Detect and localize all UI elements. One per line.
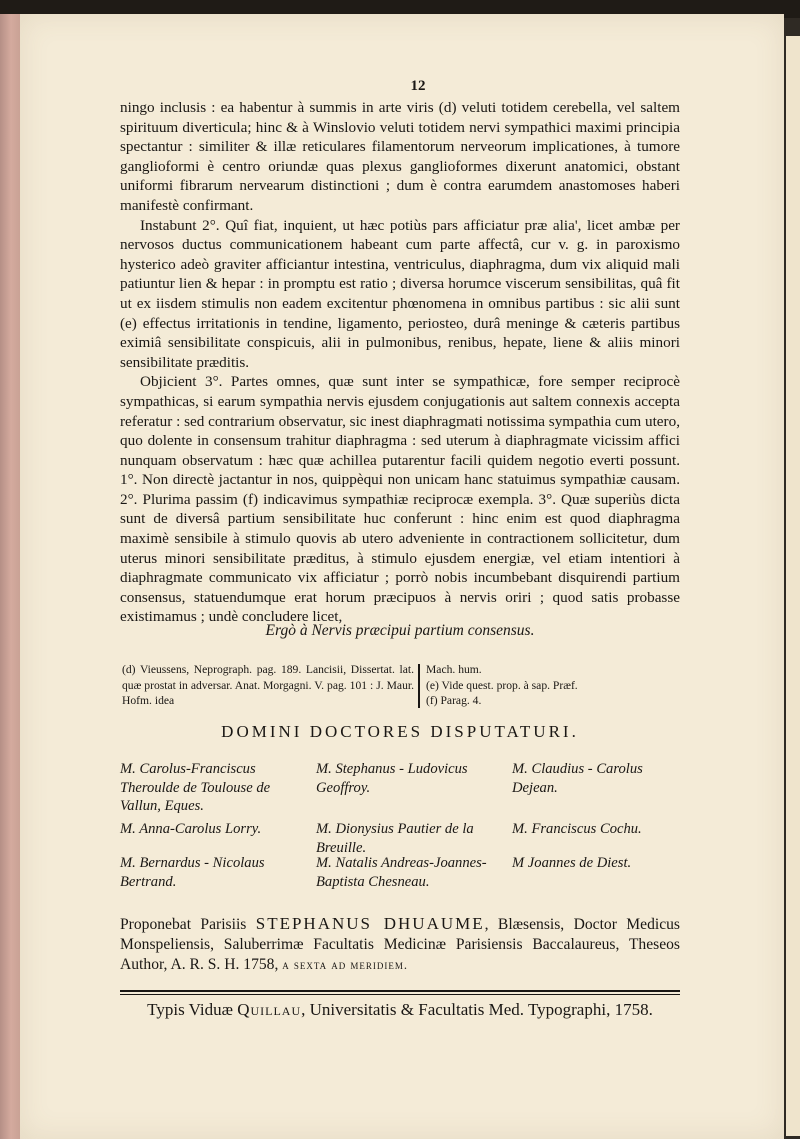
doctor-entry: M. Bernardus - Nicolaus Bertrand. — [120, 855, 265, 890]
proponebat-time: a sexta ad meridiem. — [282, 958, 409, 972]
doctor-entry: M Joannes de Diest. — [512, 855, 632, 871]
doctor-entry: M. Natalis Andreas-Joannes-Baptista Chesneau. — [316, 855, 487, 890]
main-text — [120, 98, 680, 627]
doctor-entry: M. Franciscus Cochu. — [512, 821, 642, 837]
divider-rule — [120, 990, 680, 992]
candidate-name: STEPHANUS DHUAUME — [255, 914, 485, 933]
footnotes — [120, 662, 680, 712]
footnote-d: (d) Vieussens, Neprograph. pag. 189. Lancisii, Dissertat. lat. quæ prostat in adversar. Anat. Morgagni. V. pag. 101 : J. Maur. Hofm. idea — [122, 663, 414, 708]
next-page-edge — [786, 36, 800, 1136]
conclusion: Ergò à Nervis præcipui partium consensus. — [265, 622, 535, 639]
doctor-entry: M. Claudius - Carolus Dejean. — [512, 761, 643, 796]
paragraph-1: ningo inclusis : ea habentur à summis in arte viris (d) veluti totidem cerebella, vel saltem spirituum diverticula; hinc & à Winslovio veluti totidem nervi sympathici maximi principia spectantur : similiter & illæ reticulares filamentorum nerveorum implicationes, à tumore ganglioformi è centro oriundæ quas plexus ganglioformes dixerunt anatomici, obstant uniformi fibrarum nervearum distinctioni ; dum è contra earumdem anastomoses haberi manifestè confirmant. — [120, 99, 680, 214]
paragraph-3: Objicient 3°. Partes omnes, quæ sunt inter se sympathicæ, fore semper reciprocè sympathicas, si earum sympathia nervis ejusdem conjugationis aut saltem connexis accepta referatur : sed contrarium observatur, sic inest diaphragmati notissima sympathia cum utero, quo dolente in consensum trahitur diaphragma : sed uterum à diaphragmate vicissim affici nunquam observatum : hæc quæ achillea putarentur facili quidem negotio everti possunt. 1°. Non directè jactantur in nos, quippèqui non unicam hanc statuimus sympathiæ causam. 2°. Plurima passim (f) indicavimus sympathiæ reciprocæ exempla. 3°. Quæ superiùs dicta sunt de diversâ partium sensibilitate huc conferunt : hinc enim est quod diaphragma maximè sensibile à stimulo quovis ab utero adveniente in contractionem sollicitetur, dum uterus minori sensibilitate præditus, à stimulo ejusdem energiæ, vel etiam intentiori à diaphragmate communicato vix afficiatur ; porrò nobis incumbebant disquirendi partium consensus, statuendumque erat horum præcipuos à nervis oriri ; quod satis probasse existimamus ; undè concludere licet, — [120, 373, 680, 626]
printer-name: Quillau — [237, 1000, 302, 1019]
proponebat-lead: Proponebat Parisiis — [120, 916, 247, 933]
proponebat-statement — [120, 914, 680, 975]
imprint-rest: , Universitatis & Facultatis Med. Typographi, 1758. — [301, 1000, 653, 1019]
footnote-d-cont: Mach. hum. — [426, 663, 482, 676]
proponebat-rest: , Blæsensis, Doctor Medicus Monspeliensis, Saluberrimæ Facultatis Medicinæ Parisiensis Baccalaureus, Theseos Author, A. R. S. H. 1758, — [120, 916, 680, 973]
printer-imprint — [120, 1000, 680, 1020]
doctor-entry: M. Stephanus - Ludovicus Geoffroy. — [316, 761, 468, 796]
footnote-e: (e) Vide quest. prop. à sap. Præf. — [426, 678, 578, 692]
divider-rule-thin — [120, 994, 680, 995]
footnote-f: (f) Parag. 4. — [426, 694, 482, 708]
doctors-heading: DOMINI DOCTORES DISPUTATURI. — [221, 722, 579, 741]
footnote-right-column — [426, 662, 676, 709]
doctor-entry: M. Carolus-Franciscus Theroulde de Toulouse de Vallun, Eques. — [120, 761, 271, 815]
footnote-brace — [418, 664, 420, 708]
page-number: 12 — [410, 78, 426, 94]
book-edge — [0, 14, 20, 1139]
imprint-lead: Typis Viduæ — [147, 1000, 233, 1019]
doctor-entry: M. Anna-Carolus Lorry. — [120, 821, 262, 837]
doctor-entry: M. Dionysius Pautier de la Breuille. — [316, 821, 474, 856]
paragraph-2: Instabunt 2°. Quî fiat, inquient, ut hæc potiùs pars afficiatur præ alia', licet ambæ per nervosos ductus communicationem habeant cum parte affectâ, cur v. g. in paroxismo hysterico adeò graviter afficiantur intestina, ventriculus, diaphragma, dum vix aliquid mali patiuntur lien & hepar : in promptu est ratio ; diversa horumce viscerum sensibilitas, quâ fit ut ex iisdem stimulis non eadem excitentur phœnomena in omnibus partibus : sic alii sunt (e) effectus irritationis in tendine, ligamento, periosteo, durâ meninge & cæteris partibus eximiâ sensibilitate conspicuis, alii in pulmonibus, renibus, hepate, liene & aliis minori sensibilitate præditis. — [120, 216, 680, 371]
